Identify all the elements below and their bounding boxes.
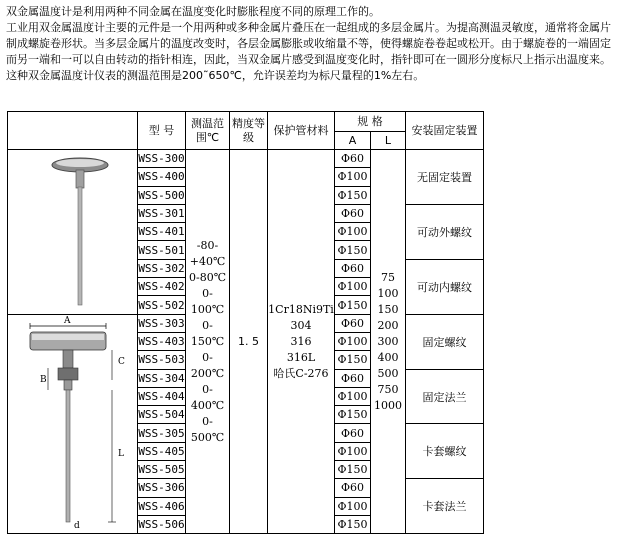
install-cell: 卡套螺纹 xyxy=(406,424,484,479)
intro-text xyxy=(6,4,618,84)
thermometer-photo xyxy=(8,150,138,315)
range-item: 0-500℃ xyxy=(190,414,225,444)
install-cell: 可动外螺纹 xyxy=(406,204,484,259)
range-item: 0-100℃ xyxy=(190,286,225,316)
install-cell: 固定法兰 xyxy=(406,369,484,424)
model-cell: WSS-402 xyxy=(138,278,186,296)
model-cell: WSS-506 xyxy=(138,515,186,533)
intro-paragraph-1: 双金属温度计是利用两种不同金属在温度变化时膨胀程度不同的原理工作的。 xyxy=(6,5,380,18)
header-install: 安装固定装置 xyxy=(406,112,484,150)
length-item: 400 xyxy=(377,350,399,364)
a-cell: Φ150 xyxy=(335,241,371,259)
header-range: 测温范围℃ xyxy=(186,112,230,150)
range-cell xyxy=(186,150,230,534)
a-cell: Φ100 xyxy=(335,387,371,405)
thermometer-photo-cell xyxy=(8,112,138,150)
model-cell: WSS-301 xyxy=(138,204,186,222)
a-cell: Φ100 xyxy=(335,168,371,186)
a-cell: Φ150 xyxy=(335,296,371,314)
a-cell: Φ150 xyxy=(335,406,371,424)
model-cell: WSS-502 xyxy=(138,296,186,314)
thermometer-photo-image xyxy=(8,157,136,307)
model-cell: WSS-503 xyxy=(138,351,186,369)
material-item: 哈氏C-276 xyxy=(273,366,329,380)
install-cell: 无固定装置 xyxy=(406,150,484,205)
range-item: 0-80℃ xyxy=(188,270,227,284)
range-item: 0-200℃ xyxy=(190,350,225,380)
model-cell: WSS-303 xyxy=(138,314,186,332)
a-cell: Φ100 xyxy=(335,497,371,515)
model-cell: WSS-401 xyxy=(138,223,186,241)
a-cell: Φ100 xyxy=(335,223,371,241)
spec-table xyxy=(7,111,484,534)
header-material: 保护管材料 xyxy=(268,112,335,150)
model-cell: WSS-306 xyxy=(138,479,186,497)
header-spec: 规 格 xyxy=(335,112,406,132)
dim-label-l: L xyxy=(118,448,124,459)
model-cell: WSS-501 xyxy=(138,241,186,259)
length-item: 1000 xyxy=(374,398,402,412)
length-item: 150 xyxy=(377,302,399,316)
model-cell: WSS-304 xyxy=(138,369,186,387)
range-item: 0-150℃ xyxy=(190,318,225,348)
install-cell: 卡套法兰 xyxy=(406,479,484,534)
model-cell: WSS-404 xyxy=(138,387,186,405)
dimension-drawing xyxy=(8,314,138,534)
a-cell: Φ150 xyxy=(335,351,371,369)
a-cell: Φ150 xyxy=(335,186,371,204)
install-cell: 可动内螺纹 xyxy=(406,259,484,314)
a-cell: Φ60 xyxy=(335,314,371,332)
header-a: A xyxy=(335,132,371,150)
a-cell: Φ60 xyxy=(335,369,371,387)
length-item: 200 xyxy=(377,318,399,332)
range-item: +40℃ xyxy=(189,254,226,268)
a-cell: Φ100 xyxy=(335,278,371,296)
install-cell: 固定螺纹 xyxy=(406,314,484,369)
length-item: 500 xyxy=(377,366,399,380)
model-cell: WSS-505 xyxy=(138,461,186,479)
dim-label-c: C xyxy=(118,356,125,367)
intro-paragraph-2: 工业用双金属温度计主要的元件是一个用两种或多种金属片叠压在一起组成的多层金属片。为提高测温灵敏度，通常将金属片制成螺旋卷形状。当多层金属片的温度改变时，各层金属膨胀或收缩量不等，使得螺旋卷卷起或松开。由于螺旋卷的一端固定而另一端和一可以自由转动的指针相连，因此，当双金属片感受到温度变化时，指针即可在一圆形分度标尺上指示出温度来。这种双金属温度计仪表的测温范围是200˜650℃，允许误差均为标尺量程的1%左右。 xyxy=(6,21,611,82)
material-item: 316 xyxy=(290,334,312,348)
length-cell xyxy=(371,150,406,534)
length-item: 300 xyxy=(377,334,399,348)
a-cell: Φ150 xyxy=(335,461,371,479)
header-l: L xyxy=(371,132,406,150)
length-item: 75 xyxy=(381,270,395,284)
a-cell: Φ60 xyxy=(335,204,371,222)
model-cell: WSS-504 xyxy=(138,406,186,424)
range-item: -80- xyxy=(196,238,219,252)
dimension-drawing-image xyxy=(8,316,136,532)
model-cell: WSS-406 xyxy=(138,497,186,515)
a-cell: Φ60 xyxy=(335,479,371,497)
model-cell: WSS-500 xyxy=(138,186,186,204)
a-cell: Φ100 xyxy=(335,332,371,350)
a-cell: Φ60 xyxy=(335,424,371,442)
range-item: 0-400℃ xyxy=(190,382,225,412)
model-cell: WSS-403 xyxy=(138,332,186,350)
material-item: 304 xyxy=(290,318,312,332)
header-model: 型 号 xyxy=(138,112,186,150)
length-item: 100 xyxy=(377,286,399,300)
model-cell: WSS-400 xyxy=(138,168,186,186)
model-cell: WSS-302 xyxy=(138,259,186,277)
model-cell: WSS-405 xyxy=(138,442,186,460)
accuracy-cell: 1. 5 xyxy=(230,150,268,534)
dim-label-a: A xyxy=(64,315,71,326)
model-cell: WSS-305 xyxy=(138,424,186,442)
dim-label-b: B xyxy=(40,374,47,385)
header-accuracy: 精度等级 xyxy=(230,112,268,150)
a-cell: Φ100 xyxy=(335,442,371,460)
a-cell: Φ150 xyxy=(335,515,371,533)
a-cell: Φ60 xyxy=(335,150,371,168)
dim-label-d: d xyxy=(74,520,80,531)
material-cell xyxy=(268,150,335,534)
model-cell: WSS-300 xyxy=(138,150,186,168)
length-item: 750 xyxy=(377,382,399,396)
a-cell: Φ60 xyxy=(335,259,371,277)
material-item: 316L xyxy=(286,350,316,364)
material-item: 1Cr18Ni9Ti xyxy=(268,302,334,316)
